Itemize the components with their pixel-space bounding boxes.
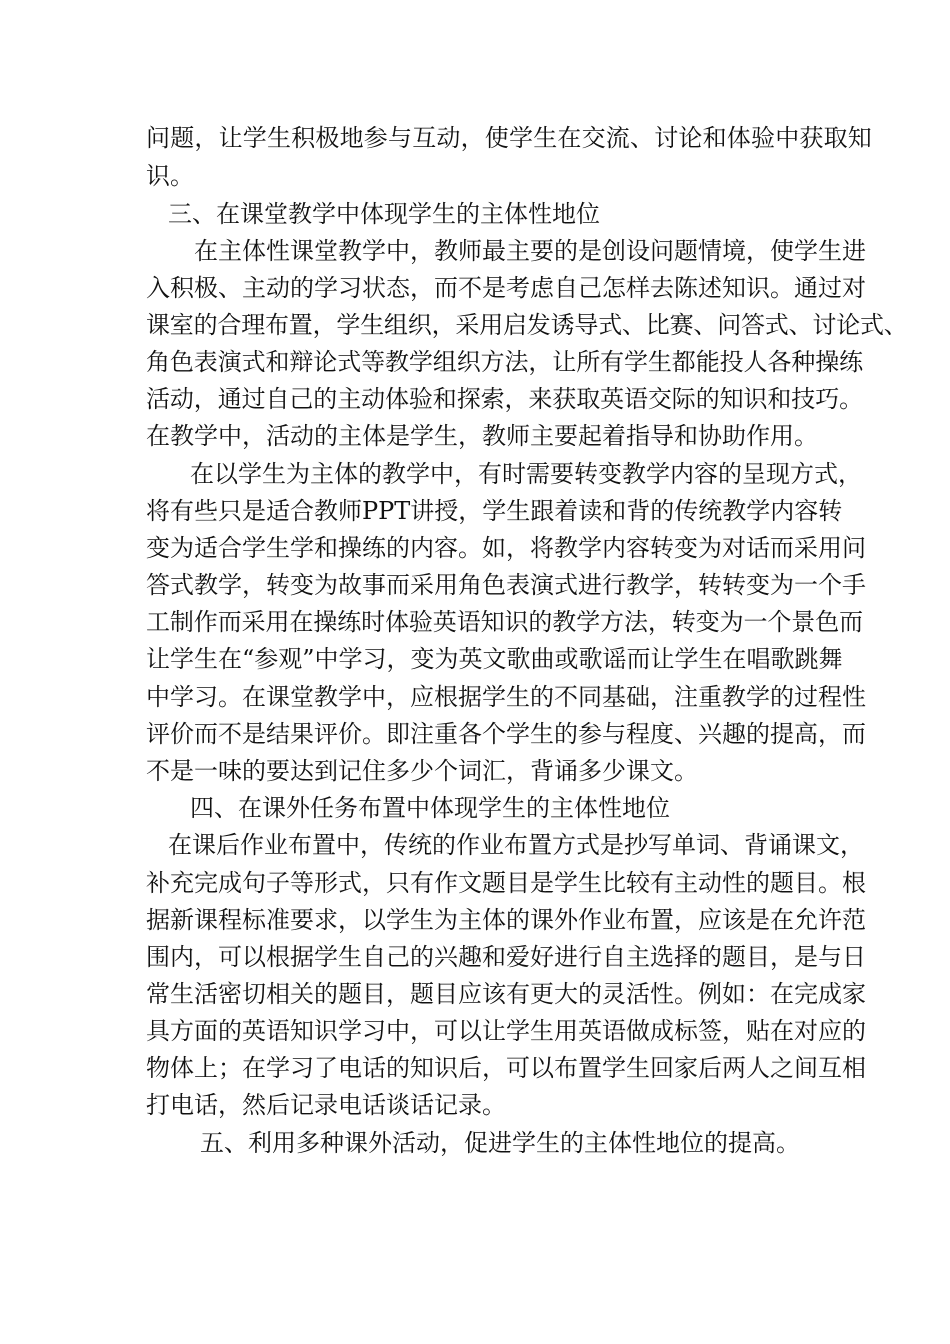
text-line: 工制作而采用在操练时体验英语知识的教学方法，转变为一个景色而 (146, 608, 863, 636)
text-line: 答式教学，转变为故事而采用角色表演式进行教学，转转变为一个手 (146, 571, 866, 599)
section-heading: 三、在课堂教学中体现学生的主体性地位 (168, 200, 600, 228)
text-line: 在主体性课堂教学中，教师最主要的是创设问题情境，使学生进 (194, 237, 866, 265)
text-line: 物体上；在学习了电话的知识后，可以布置学生回家后两人之间互相 (146, 1054, 866, 1082)
text-line: 课室的合理布置，学生组织，采用启发诱导式、比赛、问答式、讨论式、 (146, 311, 908, 339)
text-line: 打电话，然后记录电话谈话记录。 (146, 1091, 506, 1119)
section-heading: 四、在课外任务布置中体现学生的主体性地位 (190, 794, 670, 822)
text-line: 常生活密切相关的题目，题目应该有更大的灵活性。例如：在完成家 (146, 980, 866, 1008)
text-line: 在教学中，活动的主体是学生，教师主要起着指导和协助作用。 (146, 422, 818, 450)
text-line: 围内，可以根据学生自己的兴趣和爱好进行自主选择的题目，是与日 (146, 943, 866, 971)
text-line: 角色表演式和辩论式等教学组织方法，让所有学生都能投人各种操练 (146, 348, 863, 376)
text-line: 在以学生为主体的教学中，有时需要转变教学内容的呈现方式， (190, 460, 862, 488)
text-line: 活动，通过自己的主动体验和探索，来获取英语交际的知识和技巧。 (146, 385, 863, 413)
text-line: 入积极、主动的学习状态，而不是考虑自己怎样去陈述知识。通过对 (146, 274, 866, 302)
text-line: 不是一味的要达到记住多少个词汇，背诵多少课文。 (146, 757, 698, 785)
text-line: 将有些只是适合教师PPT讲授，学生跟着读和背的传统教学内容转 (146, 497, 843, 525)
text-line: 让学生在“参观”中学习，变为英文歌曲或歌谣而让学生在唱歌跳舞 (146, 645, 843, 673)
text-line: 在课后作业布置中，传统的作业布置方式是抄写单词、背诵课文， (168, 831, 864, 859)
text-line: 具方面的英语知识学习中，可以让学生用英语做成标签，贴在对应的 (146, 1017, 866, 1045)
text-line: 中学习。在课堂教学中，应根据学生的不同基础，注重教学的过程性 (146, 683, 866, 711)
text-line: 变为适合学生学和操练的内容。如，将教学内容转变为对话而采用问 (146, 534, 866, 562)
text-line: 识。 (146, 162, 194, 190)
text-line: 补充完成句子等形式，只有作文题目是学生比较有主动性的题目。根 (146, 869, 866, 897)
text-line: 评价而不是结果评价。即注重各个学生的参与程度、兴趣的提高，而 (146, 720, 866, 748)
text-line: 问题，让学生积极地参与互动，使学生在交流、讨论和体验中获取知 (146, 124, 872, 152)
section-heading: 五、利用多种课外活动，促进学生的主体性地位的提高。 (200, 1129, 800, 1157)
text-line: 据新课程标准要求，以学生为主体的课外作业布置，应该是在允许范 (146, 906, 866, 934)
